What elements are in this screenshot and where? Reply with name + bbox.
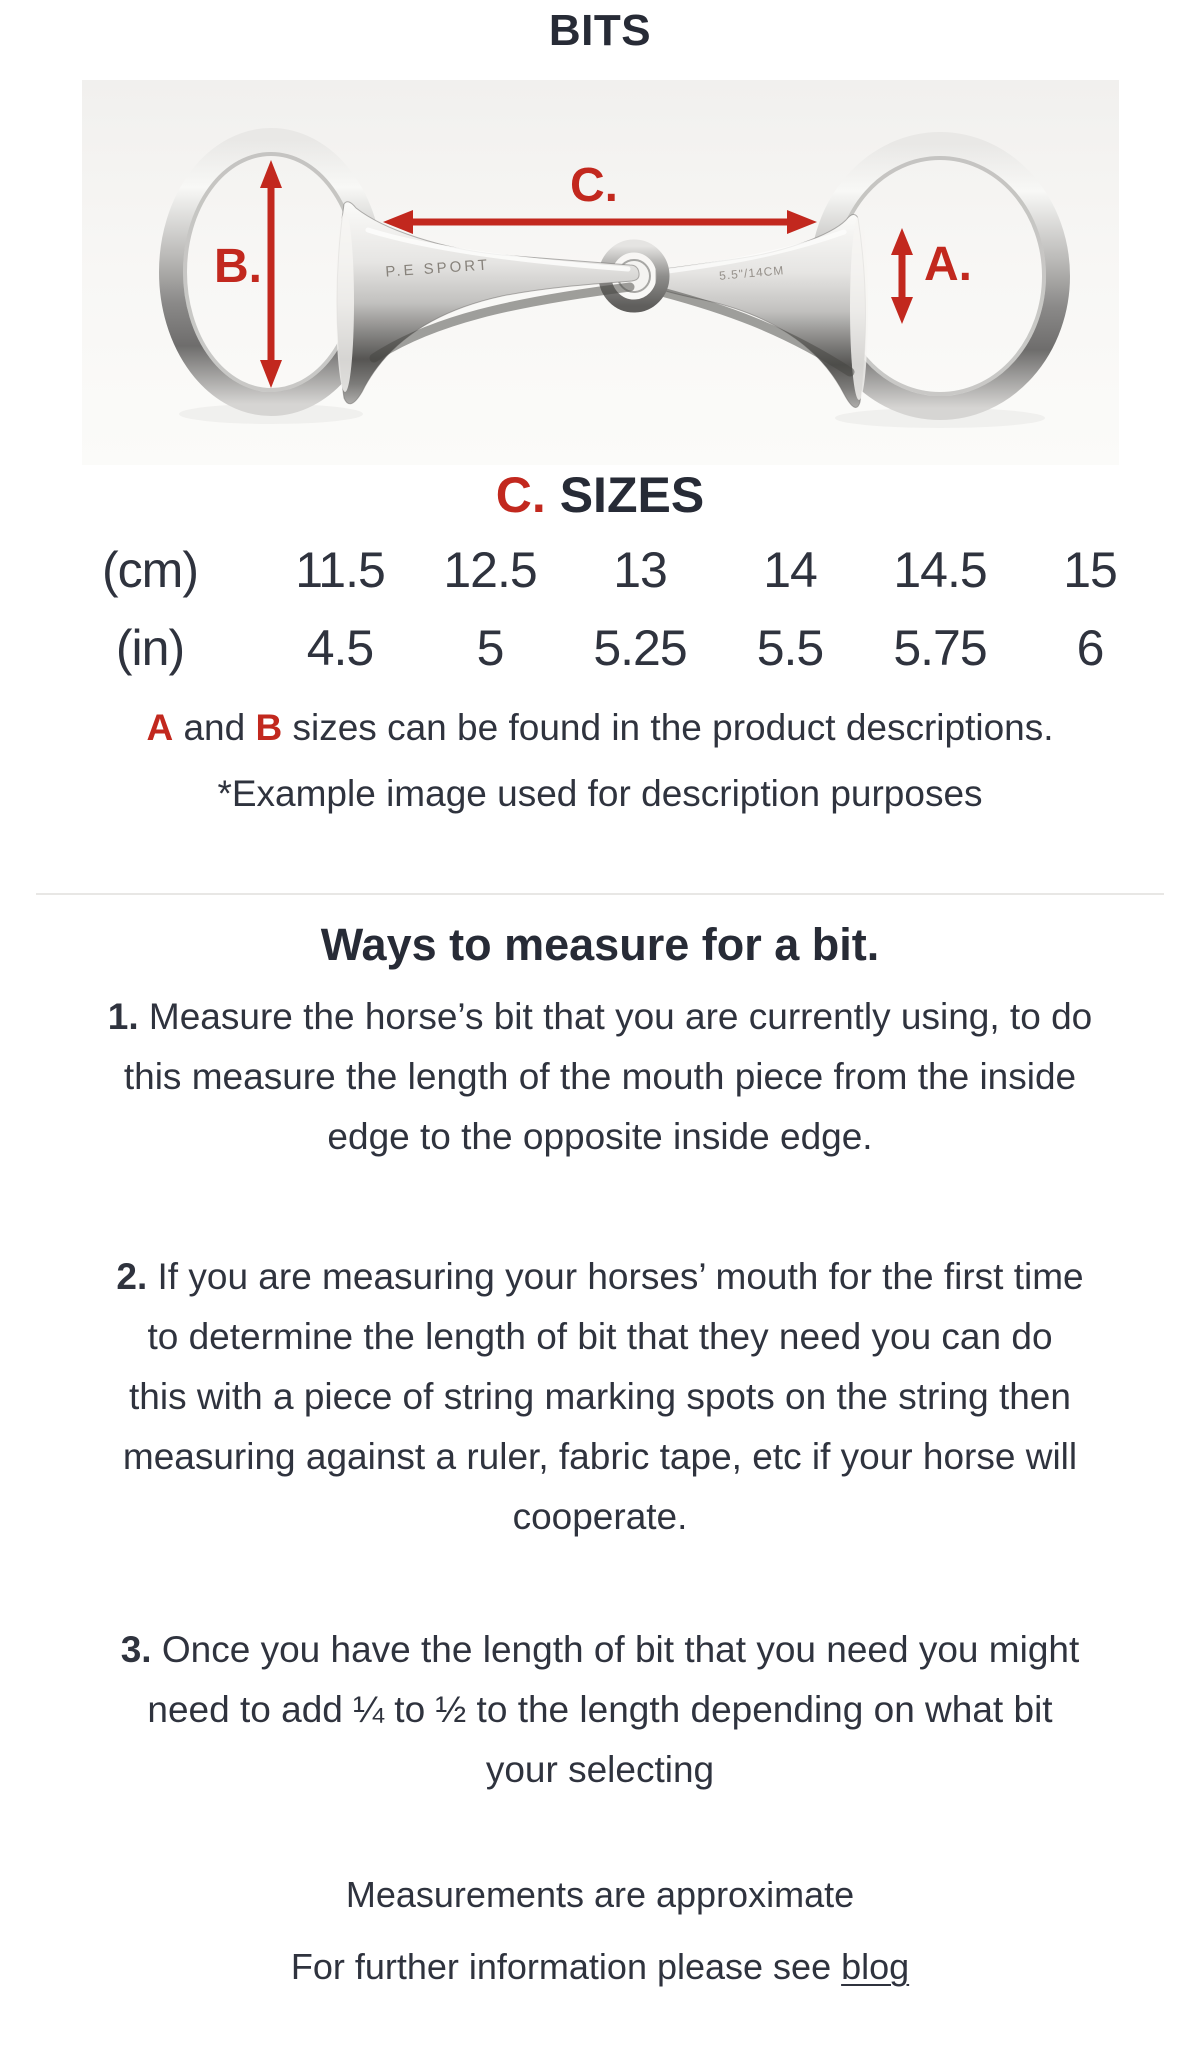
arrow-b	[260, 160, 282, 388]
label-c: C.	[569, 159, 618, 212]
size-row-in-label: (in)	[115, 620, 185, 676]
size-cell-cm-6: 15	[1063, 542, 1117, 598]
step-2-number: 2.	[116, 1256, 148, 1297]
bit-diagram	[82, 80, 1119, 465]
step-3-line-1: Once you have the length of bit that you need you might	[161, 1629, 1080, 1670]
measure-step-2	[0, 1247, 1200, 1547]
step-3-line-2: need to add ¼ to ½ to the length depending on what bit	[147, 1689, 1053, 1730]
engraving-left: P.E SPORT	[384, 256, 491, 281]
step-1-line-1: Measure the horse’s bit that you are currently using, to do	[148, 996, 1093, 1037]
size-cell-in-5: 5.75	[893, 620, 987, 676]
step-2-line-3: this with a piece of string marking spots on the string then	[129, 1376, 1071, 1417]
approximate-note: Measurements are approximate	[345, 1874, 855, 1915]
blog-link[interactable]: blog	[841, 1946, 910, 1987]
size-cell-in-6: 6	[1076, 620, 1104, 676]
size-cell-cm-4: 14	[763, 542, 817, 598]
page-title: BITS	[548, 6, 652, 55]
label-a: A.	[923, 238, 972, 291]
step-1-line-3: edge to the opposite inside edge.	[327, 1116, 873, 1157]
step-3-number: 3.	[120, 1629, 152, 1670]
example-image-note: *Example image used for description purposes	[217, 773, 983, 814]
size-cell-cm-3: 13	[613, 542, 667, 598]
step-3-line-3: your selecting	[485, 1749, 715, 1790]
ways-heading: Ways to measure for a bit.	[320, 919, 880, 970]
size-cell-in-1: 4.5	[306, 620, 374, 676]
divider	[36, 893, 1164, 895]
size-cell-cm-2: 12.5	[443, 542, 537, 598]
engraving-right: 5.5"/14CM	[718, 263, 785, 283]
arrow-a	[891, 228, 913, 324]
measure-step-1	[0, 987, 1200, 1167]
step-1-line-2: this measure the length of the mouth piece from the inside	[123, 1056, 1077, 1097]
sizes-heading	[0, 465, 1200, 525]
size-cell-in-4: 5.5	[756, 620, 824, 676]
note-rest: sizes can be found in the product descriptions.	[282, 707, 1054, 748]
size-cell-cm-5: 14.5	[893, 542, 987, 598]
label-b: B.	[213, 240, 262, 293]
step-2-line-1: If you are measuring your horses’ mouth for the first time	[157, 1256, 1084, 1297]
size-cell-in-3: 5.25	[593, 620, 687, 676]
size-cell-in-2: 5	[476, 620, 504, 676]
bit-arm-right	[656, 214, 866, 407]
further-info-prefix: For further information please see	[290, 1946, 842, 1987]
step-2-line-5: cooperate.	[512, 1496, 688, 1537]
sizes-heading-word: SIZES	[559, 467, 705, 523]
step-2-line-2: to determine the length of bit that they need you can do	[147, 1316, 1053, 1357]
size-table	[35, 531, 1165, 687]
step-1-number: 1.	[107, 996, 139, 1037]
measure-step-3	[0, 1620, 1200, 1800]
note-letter-b: B	[255, 707, 283, 748]
cheek-highlight-left	[336, 212, 354, 392]
size-cell-cm-1: 11.5	[295, 542, 385, 598]
note-and: and	[173, 707, 256, 748]
ab-sizes-note	[0, 703, 1200, 753]
note-letter-a: A	[146, 707, 174, 748]
further-info-note	[0, 1942, 1200, 1992]
step-2-line-4: measuring against a ruler, fabric tape, etc if your horse will	[122, 1436, 1078, 1477]
size-row-cm-label: (cm)	[102, 542, 198, 598]
arrow-c	[383, 210, 817, 234]
bit-photo	[82, 80, 1119, 465]
sizes-heading-letter: C.	[495, 467, 546, 523]
